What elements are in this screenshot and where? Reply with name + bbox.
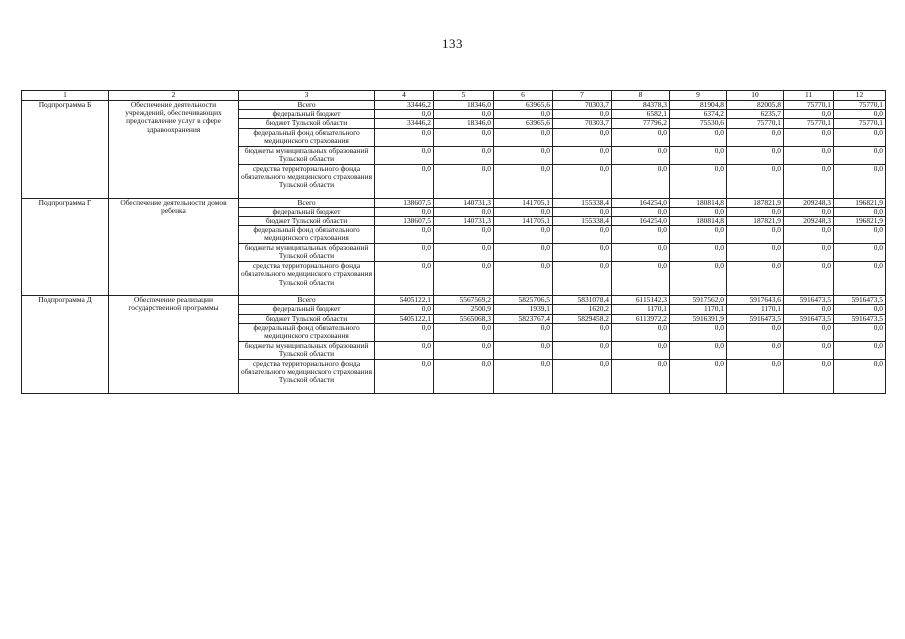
amount-cell: 0,0 [553, 244, 612, 262]
amount-cell: 140731,3 [434, 198, 494, 207]
amount-cell: 0,0 [834, 323, 886, 341]
amount-cell: 0,0 [494, 323, 553, 341]
amount-cell: 5916391,9 [670, 314, 727, 323]
subprogram-name: Подпрограмма Д [22, 296, 109, 394]
amount-cell: 0,0 [375, 146, 434, 164]
amount-cell: 0,0 [375, 207, 434, 216]
column-header: 2 [109, 91, 239, 101]
amount-cell: 0,0 [727, 323, 784, 341]
amount-cell: 70303,7 [553, 101, 612, 110]
amount-cell: 0,0 [834, 164, 886, 198]
amount-cell: 141705,1 [494, 198, 553, 207]
amount-cell: 0,0 [434, 110, 494, 119]
amount-cell: 0,0 [834, 226, 886, 244]
amount-cell: 138607,5 [375, 217, 434, 226]
amount-cell: 5565068,3 [434, 314, 494, 323]
amount-cell: 0,0 [784, 341, 834, 359]
amount-cell: 0,0 [612, 164, 670, 198]
amount-cell: 0,0 [375, 262, 434, 296]
amount-cell: 33446,2 [375, 119, 434, 128]
amount-cell: 138607,5 [375, 198, 434, 207]
amount-cell: 0,0 [494, 244, 553, 262]
amount-cell: 0,0 [494, 359, 553, 393]
amount-cell: 0,0 [434, 341, 494, 359]
amount-cell: 0,0 [670, 128, 727, 146]
column-header: 8 [612, 91, 670, 101]
amount-cell: 0,0 [784, 226, 834, 244]
subprogram-name: Подпрограмма Б [22, 101, 109, 199]
amount-cell: 0,0 [612, 359, 670, 393]
amount-cell: 6582,1 [612, 110, 670, 119]
amount-cell: 0,0 [612, 226, 670, 244]
amount-cell: 0,0 [784, 146, 834, 164]
amount-cell: 0,0 [670, 146, 727, 164]
header-row [22, 91, 886, 101]
column-header: 3 [239, 91, 375, 101]
amount-cell: 0,0 [434, 359, 494, 393]
amount-cell: 0,0 [375, 359, 434, 393]
funding-source: Всего [239, 198, 375, 207]
amount-cell: 5916473,5 [784, 296, 834, 305]
amount-cell: 82005,8 [727, 101, 784, 110]
amount-cell: 0,0 [727, 164, 784, 198]
column-header: 10 [727, 91, 784, 101]
activity-name: Обеспечение реализации государственной программы [109, 296, 239, 394]
amount-cell: 0,0 [553, 146, 612, 164]
amount-cell: 0,0 [784, 110, 834, 119]
amount-cell: 1170,1 [670, 305, 727, 314]
column-header: 5 [434, 91, 494, 101]
amount-cell: 0,0 [494, 146, 553, 164]
amount-cell: 0,0 [612, 146, 670, 164]
amount-cell: 0,0 [553, 128, 612, 146]
amount-cell: 0,0 [727, 146, 784, 164]
amount-cell: 0,0 [727, 207, 784, 216]
column-header: 4 [375, 91, 434, 101]
amount-cell: 0,0 [670, 207, 727, 216]
amount-cell: 6374,2 [670, 110, 727, 119]
amount-cell: 1939,1 [494, 305, 553, 314]
amount-cell: 5567569,2 [434, 296, 494, 305]
amount-cell: 18346,0 [434, 119, 494, 128]
amount-cell: 84378,3 [612, 101, 670, 110]
column-header: 1 [22, 91, 109, 101]
table-row [22, 101, 886, 110]
funding-source: бюджет Тульской области [239, 314, 375, 323]
amount-cell: 0,0 [670, 359, 727, 393]
amount-cell: 0,0 [784, 323, 834, 341]
amount-cell: 0,0 [834, 128, 886, 146]
amount-cell: 0,0 [784, 207, 834, 216]
amount-cell: 0,0 [727, 341, 784, 359]
amount-cell: 0,0 [784, 128, 834, 146]
subprogram-name: Подпрограмма Г [22, 198, 109, 296]
column-header: 6 [494, 91, 553, 101]
amount-cell: 0,0 [784, 305, 834, 314]
amount-cell: 0,0 [612, 128, 670, 146]
amount-cell: 0,0 [553, 323, 612, 341]
amount-cell: 180814,8 [670, 198, 727, 207]
amount-cell: 0,0 [553, 341, 612, 359]
amount-cell: 0,0 [494, 128, 553, 146]
amount-cell: 6113972,2 [612, 314, 670, 323]
amount-cell: 75770,1 [834, 101, 886, 110]
amount-cell: 0,0 [434, 207, 494, 216]
amount-cell: 75770,1 [784, 119, 834, 128]
budget-table [21, 90, 886, 394]
amount-cell: 0,0 [494, 226, 553, 244]
amount-cell: 1170,1 [727, 305, 784, 314]
amount-cell: 196821,9 [834, 217, 886, 226]
amount-cell: 70303,7 [553, 119, 612, 128]
amount-cell: 0,0 [494, 207, 553, 216]
page-number: 133 [442, 36, 463, 51]
amount-cell: 0,0 [784, 359, 834, 393]
amount-cell: 0,0 [784, 164, 834, 198]
amount-cell: 0,0 [612, 262, 670, 296]
amount-cell: 0,0 [375, 110, 434, 119]
amount-cell: 75530,6 [670, 119, 727, 128]
amount-cell: 5405122,1 [375, 296, 434, 305]
amount-cell: 63965,6 [494, 101, 553, 110]
amount-cell: 5829458,2 [553, 314, 612, 323]
activity-name: Обеспечение деятельности домов ребенка [109, 198, 239, 296]
amount-cell: 1620,2 [553, 305, 612, 314]
funding-source: средства территориального фонда обязательного медицинского страхования Тульской области [239, 359, 375, 393]
funding-source: федеральный бюджет [239, 305, 375, 314]
funding-source: Всего [239, 296, 375, 305]
table-row [22, 198, 886, 207]
amount-cell: 81904,8 [670, 101, 727, 110]
amount-cell: 0,0 [670, 323, 727, 341]
amount-cell: 187821,9 [727, 217, 784, 226]
amount-cell: 0,0 [375, 244, 434, 262]
amount-cell: 0,0 [553, 207, 612, 216]
amount-cell: 155338,4 [553, 217, 612, 226]
amount-cell: 0,0 [612, 244, 670, 262]
amount-cell: 5823767,4 [494, 314, 553, 323]
amount-cell: 0,0 [670, 262, 727, 296]
amount-cell: 0,0 [670, 341, 727, 359]
amount-cell: 0,0 [375, 341, 434, 359]
amount-cell: 77796,2 [612, 119, 670, 128]
amount-cell: 0,0 [434, 146, 494, 164]
amount-cell: 1170,1 [612, 305, 670, 314]
amount-cell: 5825706,5 [494, 296, 553, 305]
amount-cell: 0,0 [434, 262, 494, 296]
funding-source: федеральный фонд обязательного медицинского страхования [239, 226, 375, 244]
amount-cell: 164254,0 [612, 198, 670, 207]
amount-cell: 75770,1 [727, 119, 784, 128]
amount-cell: 5917643,6 [727, 296, 784, 305]
amount-cell: 0,0 [784, 244, 834, 262]
amount-cell: 18346,0 [434, 101, 494, 110]
amount-cell: 5917562,0 [670, 296, 727, 305]
amount-cell: 0,0 [727, 244, 784, 262]
amount-cell: 140731,3 [434, 217, 494, 226]
amount-cell: 209248,3 [784, 217, 834, 226]
amount-cell: 0,0 [834, 110, 886, 119]
funding-source: бюджеты муниципальных образований Тульской области [239, 244, 375, 262]
amount-cell: 75770,1 [834, 119, 886, 128]
amount-cell: 0,0 [834, 305, 886, 314]
amount-cell: 0,0 [834, 359, 886, 393]
funding-source: бюджет Тульской области [239, 217, 375, 226]
amount-cell: 0,0 [434, 226, 494, 244]
amount-cell: 0,0 [784, 262, 834, 296]
amount-cell: 164254,0 [612, 217, 670, 226]
funding-source: федеральный фонд обязательного медицинского страхования [239, 323, 375, 341]
amount-cell: 5916473,5 [727, 314, 784, 323]
amount-cell: 0,0 [434, 323, 494, 341]
amount-cell: 0,0 [612, 323, 670, 341]
amount-cell: 6235,7 [727, 110, 784, 119]
amount-cell: 0,0 [553, 164, 612, 198]
amount-cell: 0,0 [834, 341, 886, 359]
amount-cell: 0,0 [727, 128, 784, 146]
funding-source: федеральный бюджет [239, 110, 375, 119]
amount-cell: 141705,1 [494, 217, 553, 226]
amount-cell: 180814,8 [670, 217, 727, 226]
column-header: 11 [784, 91, 834, 101]
amount-cell: 0,0 [375, 226, 434, 244]
amount-cell: 0,0 [553, 226, 612, 244]
table-row [22, 296, 886, 305]
amount-cell: 0,0 [434, 244, 494, 262]
amount-cell: 5831078,4 [553, 296, 612, 305]
amount-cell: 0,0 [612, 341, 670, 359]
amount-cell: 5916473,5 [834, 314, 886, 323]
amount-cell: 0,0 [375, 164, 434, 198]
amount-cell: 0,0 [434, 164, 494, 198]
amount-cell: 0,0 [434, 128, 494, 146]
amount-cell: 209248,3 [784, 198, 834, 207]
amount-cell: 0,0 [670, 226, 727, 244]
amount-cell: 0,0 [612, 207, 670, 216]
funding-source: бюджет Тульской области [239, 119, 375, 128]
amount-cell: 0,0 [670, 244, 727, 262]
amount-cell: 0,0 [834, 244, 886, 262]
amount-cell: 0,0 [553, 262, 612, 296]
amount-cell: 155338,4 [553, 198, 612, 207]
amount-cell: 0,0 [494, 164, 553, 198]
amount-cell: 0,0 [375, 128, 434, 146]
funding-source: бюджеты муниципальных образований Тульской области [239, 341, 375, 359]
funding-source: средства территориального фонда обязательного медицинского страхования Тульской области [239, 164, 375, 198]
amount-cell: 2500,9 [434, 305, 494, 314]
amount-cell: 0,0 [375, 323, 434, 341]
amount-cell: 63965,6 [494, 119, 553, 128]
amount-cell: 196821,9 [834, 198, 886, 207]
amount-cell: 0,0 [834, 146, 886, 164]
amount-cell: 0,0 [553, 359, 612, 393]
amount-cell: 6115142,3 [612, 296, 670, 305]
amount-cell: 5916473,5 [784, 314, 834, 323]
amount-cell: 0,0 [727, 359, 784, 393]
funding-source: федеральный фонд обязательного медицинского страхования [239, 128, 375, 146]
amount-cell: 5916473,5 [834, 296, 886, 305]
amount-cell: 0,0 [494, 110, 553, 119]
amount-cell: 75770,1 [784, 101, 834, 110]
funding-source: Всего [239, 101, 375, 110]
table-body [22, 101, 886, 394]
amount-cell: 5405122,1 [375, 314, 434, 323]
amount-cell: 0,0 [375, 305, 434, 314]
amount-cell: 33446,2 [375, 101, 434, 110]
amount-cell: 0,0 [494, 262, 553, 296]
amount-cell: 0,0 [834, 207, 886, 216]
column-header: 12 [834, 91, 886, 101]
amount-cell: 0,0 [553, 110, 612, 119]
funding-source: средства территориального фонда обязательного медицинского страхования Тульской области [239, 262, 375, 296]
column-header: 9 [670, 91, 727, 101]
amount-cell: 0,0 [494, 341, 553, 359]
amount-cell: 0,0 [834, 262, 886, 296]
amount-cell: 0,0 [670, 164, 727, 198]
activity-name: Обеспечение деятельности учреждений, обеспечивающих предоставление услуг в сфере здравоохранения [109, 101, 239, 199]
amount-cell: 0,0 [727, 262, 784, 296]
funding-source: бюджеты муниципальных образований Тульской области [239, 146, 375, 164]
column-header: 7 [553, 91, 612, 101]
amount-cell: 187821,9 [727, 198, 784, 207]
amount-cell: 0,0 [727, 226, 784, 244]
funding-source: федеральный бюджет [239, 207, 375, 216]
